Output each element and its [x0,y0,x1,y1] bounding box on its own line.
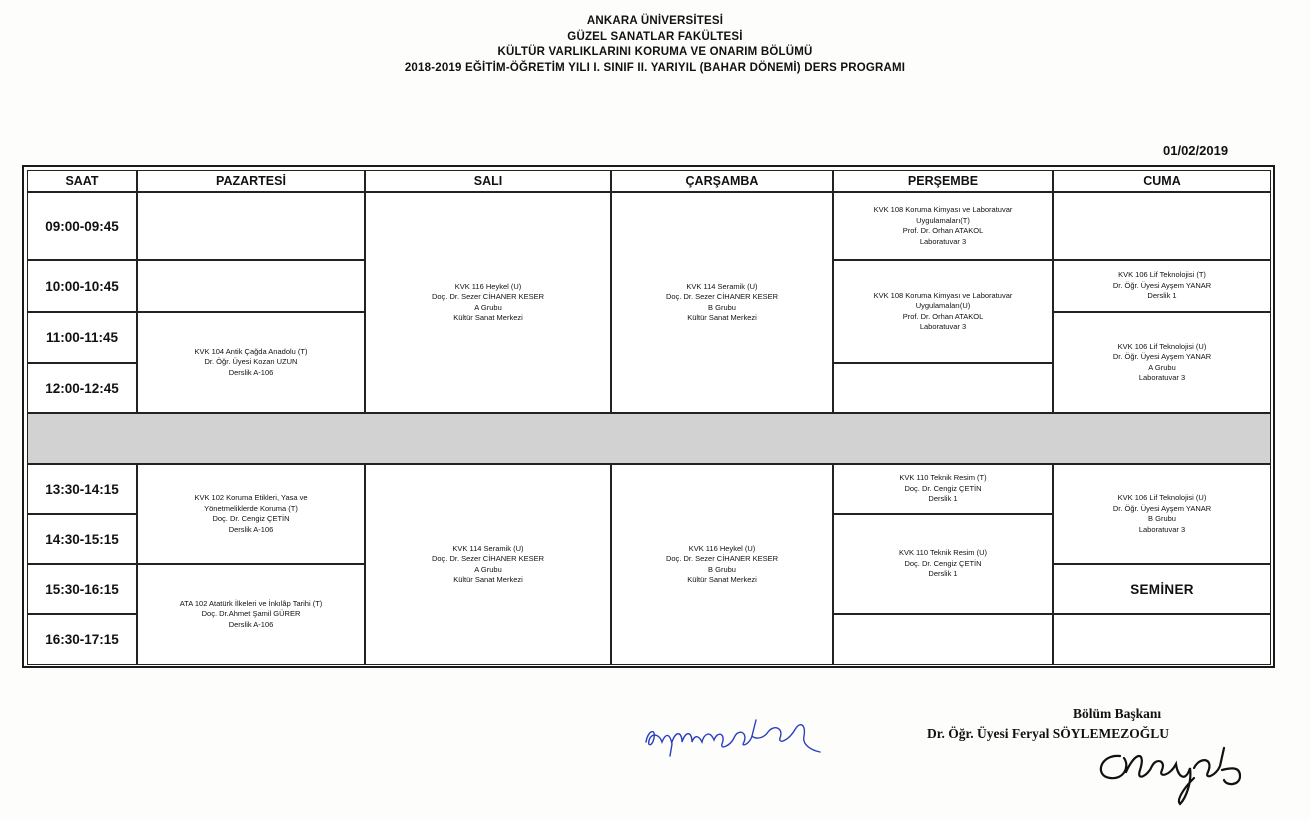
course-instructor: Prof. Dr. Orhan ATAKOL [902,226,984,235]
handwritten-signature-left [640,712,825,758]
course-group: A Grubu [474,302,502,312]
course-title: KVK 116 Heykel (U) [454,281,522,291]
course-title: KVK 116 Heykel (U) [688,543,756,553]
signer-name: Dr. Öğr. Üyesi Feryal SÖYLEMEZOĞLU [927,726,1170,741]
course-instructor: Doç. Dr. Sezer CİHANER KESER [665,292,779,301]
empty-slot [1053,192,1271,260]
course-block [833,192,1053,260]
course-instructor: Doç. Dr. Cengiz ÇETİN [904,483,982,493]
course-block [1053,260,1271,312]
course-room: Derslik A-106 [228,619,274,629]
time-slot: 12:00-12:45 [27,363,137,413]
course-block [1053,464,1271,564]
course-room: Derslik A-106 [228,367,274,377]
course-block [611,464,833,665]
lunch-break-row [27,413,1271,464]
empty-slot [833,363,1053,413]
course-instructor: Dr. Öğr. Üyesi Kozan UZUN [204,357,298,367]
university-name: ANKARA ÜNİVERSİTESİ [586,15,724,27]
course-instructor: Dr. Öğr. Üyesi Ayşem YANAR [1112,503,1212,513]
time-slot: 11:00-11:45 [27,312,137,363]
course-title-cont: Uygulamaları(U) [915,301,971,310]
course-block [137,464,365,564]
course-room: Kültür Sanat Merkezi [687,575,757,584]
course-instructor: Dr. Öğr. Üyesi Ayşem YANAR [1112,280,1212,290]
course-title: KVK 104 Antik Çağda Anadolu (T) [194,346,308,356]
course-title: ATA 102 Atatürk İlkeleri ve İnkılâp Tarihi (T) [179,598,323,608]
course-group: B Grubu [708,564,736,574]
course-title: KVK 114 Seramik (U) [686,281,758,291]
course-title: KVK 106 Lif Teknolojisi (T) [1118,270,1206,280]
time-slot: 10:00-10:45 [27,260,137,312]
course-title: KVK 114 Seramik (U) [452,543,524,553]
course-block [365,192,611,413]
column-header-thursday: PERŞEMBE [833,170,1053,192]
department-name: KÜLTÜR VARLIKLARINI KORUMA VE ONARIM BÖLÜMÜ [497,46,813,58]
faculty-name: GÜZEL SANATLAR FAKÜLTESİ [567,30,743,43]
time-slot: 15:30-16:15 [27,564,137,614]
course-block [1053,312,1271,413]
empty-slot [1053,614,1271,665]
column-header-wednesday: ÇARŞAMBA [611,170,833,192]
course-title-cont: Uygulamaları(T) [916,215,970,225]
course-room: Kültür Sanat Merkezi [453,313,523,322]
time-slot: 14:30-15:15 [27,514,137,564]
course-room: Derslik A-106 [228,524,274,534]
empty-slot [833,614,1053,665]
course-room: Laboratuvar 3 [1138,373,1186,382]
course-room: Laboratuvar 3 [1138,524,1186,534]
course-block [833,260,1053,363]
course-room: Derslik 1 [1147,291,1177,301]
course-block [833,464,1053,514]
course-group: B Grubu [1148,514,1176,523]
course-title: KVK 102 Koruma Etikleri, Yasa ve [194,493,308,502]
course-title: KVK 108 Koruma Kimyası ve Laboratuvar [873,205,1013,214]
empty-slot [137,192,365,260]
course-instructor: Doç. Dr. Sezer CİHANER KESER [431,292,545,301]
course-title-cont: Yönetmeliklerde Koruma (T) [204,503,298,513]
course-room: Kültür Sanat Merkezi [687,313,757,322]
schedule-title: 2018-2019 EĞİTİM-ÖĞRETİM YILI I. SINIF II. YARIYIL (BAHAR DÖNEMİ) DERS PROGRAMI [404,61,906,74]
course-block [833,514,1053,614]
course-instructor: Doç. Dr. Cengiz ÇETİN [904,558,982,568]
time-slot: 09:00-09:45 [27,192,137,260]
schedule-table [22,165,1275,668]
course-room: Kültür Sanat Merkezi [453,575,523,584]
document-header [0,14,1310,76]
course-group: A Grubu [1148,362,1176,372]
document-date: 01/02/2019 [1163,143,1229,158]
course-instructor: Doç. Dr. Sezer CİHANER KESER [431,554,545,563]
time-slot: 16:30-17:15 [27,614,137,665]
course-room: Laboratuvar 3 [919,236,967,246]
course-room: Derslik 1 [928,569,958,579]
course-instructor: Dr. Öğr. Üyesi Ayşem YANAR [1112,352,1212,361]
course-room: Laboratuvar 3 [919,322,967,331]
course-title: KVK 106 Lif Teknolojisi (U) [1117,341,1207,351]
course-block [137,564,365,665]
course-instructor: Doç. Dr. Cengiz ÇETİN [212,514,290,523]
course-room: Derslik 1 [928,494,958,504]
column-header-friday: CUMA [1053,170,1271,192]
time-slot: 13:30-14:15 [27,464,137,514]
course-block [611,192,833,413]
seminar-block: SEMİNER [1053,564,1271,614]
empty-slot [137,260,365,312]
column-header-tuesday: SALI [365,170,611,192]
course-title: KVK 106 Lif Teknolojisi (U) [1117,493,1207,502]
course-title: KVK 108 Koruma Kimyası ve Laboratuvar [873,290,1013,300]
course-title: KVK 110 Teknik Resim (U) [898,548,988,558]
handwritten-signature-right [1090,742,1260,808]
course-block [137,312,365,413]
course-instructor: Doç. Dr. Sezer CİHANER KESER [665,554,779,563]
column-header-monday: PAZARTESİ [137,170,365,192]
course-instructor: Doç. Dr.Ahmet Şamil GÜRER [201,609,301,619]
course-group: B Grubu [708,302,736,312]
column-header-time: SAAT [27,170,137,192]
signer-title: Bölüm Başkanı [1073,706,1162,721]
course-instructor: Prof. Dr. Orhan ATAKOL [902,311,984,321]
course-block [365,464,611,665]
course-title: KVK 110 Teknik Resim (T) [899,473,987,483]
course-group: A Grubu [474,564,502,574]
